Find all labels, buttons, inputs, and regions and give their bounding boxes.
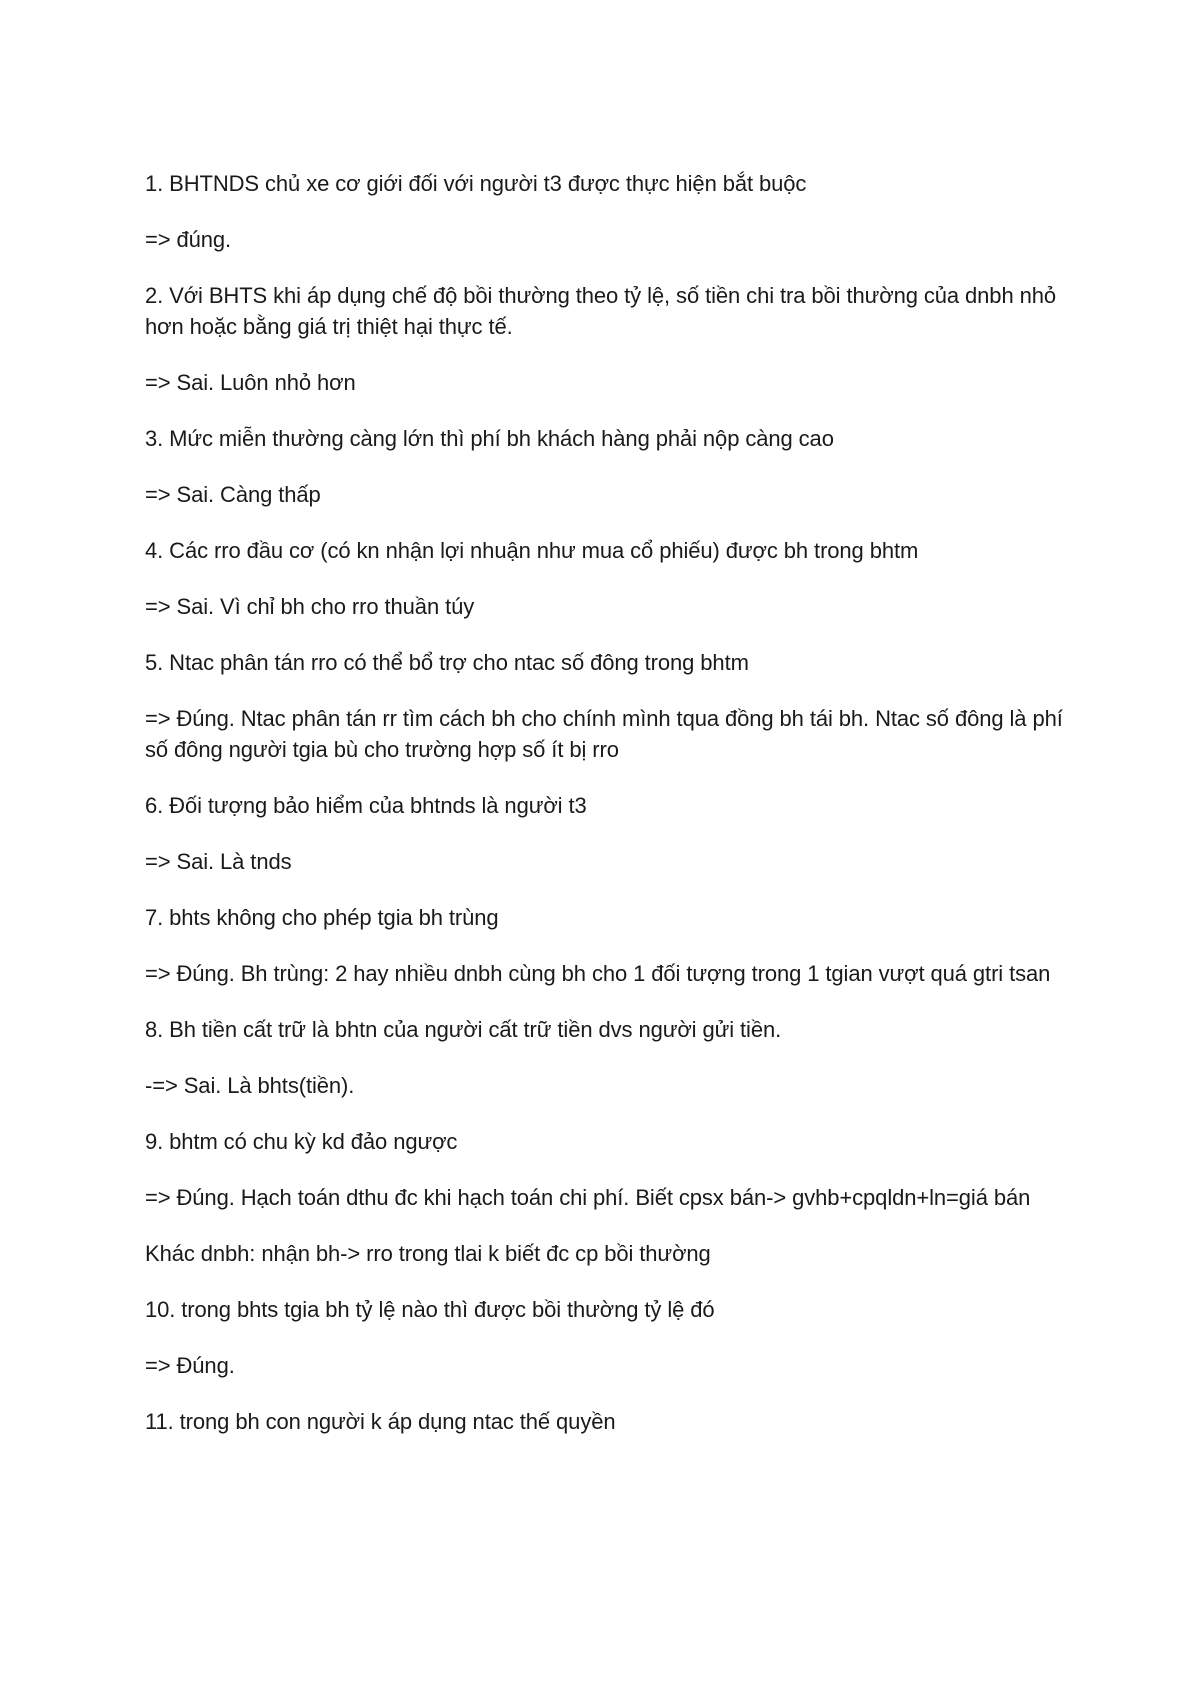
question-11: 11. trong bh con người k áp dụng ntac thế quyền [145, 1409, 616, 1434]
answer-9-note: Khác dnbh: nhận bh-> rro trong tlai k biết đc cp bồi thường [145, 1241, 711, 1266]
answer-2: => Sai. Luôn nhỏ hơn [145, 370, 356, 395]
question-9: 9. bhtm có chu kỳ kd đảo ngược [145, 1129, 458, 1154]
question-5: 5. Ntac phân tán rro có thể bổ trợ cho ntac số đông trong bhtm [145, 650, 749, 675]
question-8: 8. Bh tiền cất trữ là bhtn của người cất trữ tiền dvs người gửi tiền. [145, 1017, 782, 1042]
answer-8: -=> Sai. Là bhts(tiền). [145, 1073, 355, 1098]
answer-9: => Đúng. Hạch toán dthu đc khi hạch toán chi phí. Biết cpsx bán-> gvhb+cpqldn+ln=giá bán [145, 1185, 1031, 1210]
answer-7: => Đúng. Bh trùng: 2 hay nhiều dnbh cùng bh cho 1 đối tượng trong 1 tgian vượt quá gtri tsan [145, 961, 1051, 986]
question-6: 6. Đối tượng bảo hiểm của bhtnds là người t3 [145, 793, 587, 818]
question-4: 4. Các rro đầu cơ (có kn nhận lợi nhuận như mua cổ phiếu) được bh trong bhtm [145, 538, 919, 563]
document-body [145, 168, 1069, 1462]
answer-10: => Đúng. [145, 1353, 235, 1378]
question-10: 10. trong bhts tgia bh tỷ lệ nào thì được bồi thường tỷ lệ đó [145, 1297, 715, 1322]
answer-3: => Sai. Càng thấp [145, 482, 321, 507]
answer-4: => Sai. Vì chỉ bh cho rro thuần túy [145, 594, 475, 619]
question-1: 1. BHTNDS chủ xe cơ giới đối với người t3 được thực hiện bắt buộc [145, 171, 807, 196]
answer-6: => Sai. Là tnds [145, 849, 292, 874]
answer-5: => Đúng. Ntac phân tán rr tìm cách bh cho chính mình tqua đồng bh tái bh. Ntac số đông là phí số đông người tgia bù cho trường hợp số ít bị rro [145, 706, 1069, 762]
answer-1: => đúng. [145, 227, 232, 252]
question-7: 7. bhts không cho phép tgia bh trùng [145, 905, 499, 930]
question-2: 2. Với BHTS khi áp dụng chế độ bồi thường theo tỷ lệ, số tiền chi tra bồi thường của dnbh nhỏ hơn hoặc bằng giá trị thiệt hại thực tế. [145, 283, 1063, 339]
question-3: 3. Mức miễn thường càng lớn thì phí bh khách hàng phải nộp càng cao [145, 426, 834, 451]
